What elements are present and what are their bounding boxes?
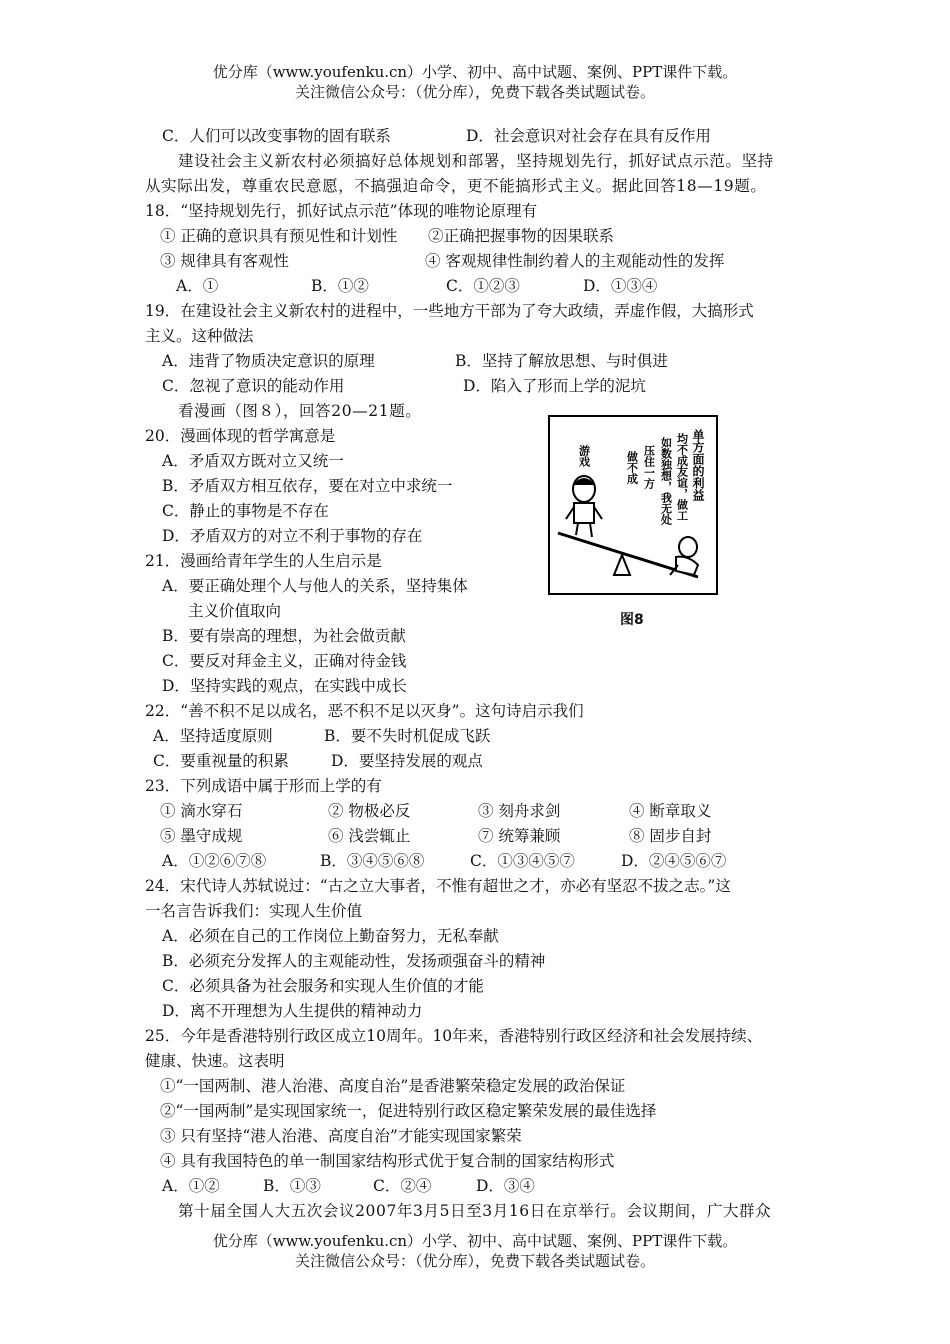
q17-option-c: C．人们可以改变事物的固有联系 — [162, 127, 391, 145]
q23-item-5: ⑤ 墨守成规 — [160, 827, 243, 845]
q22-option-c: C．要重视量的积累 — [153, 752, 289, 770]
q19-option-b: B．坚持了解放思想、与时俱进 — [455, 352, 668, 370]
q25-statement-1: ①“一国两制、港人治港、高度自治”是香港繁荣稳定发展的政治保证 — [160, 1077, 626, 1095]
cartoon-text-3: 如数独想，我无处 — [659, 437, 673, 525]
q23-item-2: ② 物极必反 — [328, 802, 411, 820]
q20-stem: 20．漫画体现的哲学寓意是 — [145, 427, 336, 445]
q19-stem-line-2: 主义。这种做法 — [145, 327, 254, 345]
q25-statement-4: ④ 具有我国特色的单一制国家结构形式优于复合制的国家结构形式 — [160, 1152, 615, 1170]
cartoon-text-4: 压住一方 — [642, 445, 656, 489]
q24-stem-line-1: 24．宋代诗人苏轼说过：“古之立大事者，不惟有超世之才，亦必有坚忍不拔之志。”这 — [145, 877, 731, 895]
q23-item-3: ③ 刻舟求剑 — [478, 802, 561, 820]
q25-stem-line-1: 25．今年是香港特别行政区成立10周年。10年来，香港特别行政区经济和社会发展持续、 — [145, 1027, 763, 1045]
q23-item-4: ④ 断章取义 — [629, 802, 712, 820]
q18-option-b: B．①② — [311, 277, 369, 295]
q24-option-b: B．必须充分发挥人的主观能动性，发扬顽强奋斗的精神 — [162, 952, 546, 970]
q25-statement-2: ②“一国两制”是实现国家统一，促进特别行政区稳定繁荣发展的最佳选择 — [160, 1102, 657, 1120]
q21-option-c: C．要反对拜金主义，正确对待金钱 — [162, 652, 407, 670]
q18-statement-2: ②正确把握事物的因果联系 — [428, 227, 615, 245]
cartoon-caption: 图8 — [620, 612, 644, 628]
q22-stem: 22．“善不积不足以成名，恶不积不足以灭身”。这句诗启示我们 — [145, 702, 584, 720]
q22-option-a: A．坚持适度原则 — [153, 727, 273, 745]
q19-stem-line-1: 19．在建设社会主义新农村的进程中，一些地方干部为了夸大政绩，弄虚作假，大搞形式 — [145, 302, 754, 320]
q23-stem: 23．下列成语中属于形而上学的有 — [145, 777, 382, 795]
q21-option-d: D．坚持实践的观点，在实践中成长 — [162, 677, 407, 695]
q18-stem: 18．“坚持规划先行，抓好试点示范”体现的唯物论原理有 — [145, 202, 538, 220]
q20-option-a: A．矛盾双方既对立又统一 — [162, 452, 344, 470]
q19-option-a: A．违背了物质决定意识的原理 — [162, 352, 375, 370]
q23-option-d: D．②④⑤⑥⑦ — [621, 852, 727, 870]
q25-option-a: A．①② — [162, 1177, 220, 1195]
q23-option-c: C．①③④⑤⑦ — [470, 852, 575, 870]
intro-18-19-line-1: 建设社会主义新农村必须搞好总体规划和部署，坚持规划先行，抓好试点示范。坚持 — [178, 152, 774, 170]
q18-statement-1: ① 正确的意识具有预见性和计划性 — [160, 227, 398, 245]
q23-item-7: ⑦ 统筹兼顾 — [478, 827, 561, 845]
cartoon-text-5: 做不成 — [625, 451, 639, 484]
intro-next-section: 第十届全国人大五次会议2007年3月5日至3月16日在京举行。会议期间，广大群众 — [178, 1202, 772, 1220]
q25-option-c: C．②④ — [373, 1177, 432, 1195]
cartoon-figure-8 — [548, 415, 718, 595]
q23-option-b: B．③④⑤⑥⑧ — [320, 852, 425, 870]
q18-statement-4: ④ 客观规律性制约着人的主观能动性的发挥 — [425, 252, 725, 270]
q24-stem-line-2: 一名言告诉我们：实现人生价值 — [145, 902, 363, 920]
cartoon-text-6: 游戏 — [577, 445, 591, 467]
q24-option-a: A．必须在自己的工作岗位上勤奋努力，无私奉献 — [162, 927, 499, 945]
footer-line-1: 优分库（www.youfenku.cn）小学、初中、高中试题、案例、PPT课件下载。 — [212, 1232, 738, 1250]
intro-18-19-line-2: 从实际出发，尊重农民意愿，不搞强迫命令，更不能搞形式主义。据此回答18—19题。 — [145, 177, 767, 195]
q21-stem: 21．漫画给青年学生的人生启示是 — [145, 552, 382, 570]
q19-option-c: C．忽视了意识的能动作用 — [162, 377, 345, 395]
intro-20-21: 看漫画（图８），回答20—21题。 — [178, 402, 422, 420]
q25-option-d: D．③④ — [476, 1177, 535, 1195]
q20-option-b: B．矛盾双方相互依存，要在对立中求统一 — [162, 477, 453, 495]
q22-option-d: D．要坚持发展的观点 — [331, 752, 483, 770]
q25-stem-line-2: 健康、快速。这表明 — [145, 1052, 285, 1070]
q23-item-8: ⑧ 固步自封 — [629, 827, 712, 845]
q17-option-d: D．社会意识对社会存在具有反作用 — [466, 127, 711, 145]
header-line-1: 优分库（www.youfenku.cn）小学、初中、高中试题、案例、PPT课件下载。 — [212, 63, 738, 81]
q25-option-b: B．①③ — [263, 1177, 321, 1195]
q22-option-b: B．要不失时机促成飞跃 — [324, 727, 491, 745]
q25-statement-3: ③ 只有坚持“港人治港、高度自治”才能实现国家繁荣 — [160, 1127, 522, 1145]
q18-option-d: D．①③④ — [583, 277, 658, 295]
q21-option-a-line-2: 主义价值取向 — [188, 602, 282, 620]
q21-option-b: B．要有崇高的理想，为社会做贡献 — [162, 627, 406, 645]
cartoon-text-2: 均不成友谊，做工 — [675, 433, 689, 521]
q19-option-d: D．陷入了形而上学的泥坑 — [463, 377, 646, 395]
q24-option-d: D．离不开理想为人生提供的精神动力 — [162, 1002, 423, 1020]
q23-item-6: ⑥ 浅尝辄止 — [328, 827, 411, 845]
q18-option-a: A．① — [176, 277, 219, 295]
q23-item-1: ① 滴水穿石 — [160, 802, 243, 820]
q23-option-a: A．①②⑥⑦⑧ — [162, 852, 267, 870]
q24-option-c: C．必须具备为社会服务和实现人生价值的才能 — [162, 977, 484, 995]
q18-option-c: C．①②③ — [446, 277, 520, 295]
cartoon-text-1: 单方面的利益 — [691, 429, 705, 501]
header-line-2: 关注微信公众号：（优分库），免费下载各类试题试卷。 — [294, 83, 655, 101]
q20-option-d: D．矛盾双方的对立不利于事物的存在 — [162, 527, 423, 545]
footer-line-2: 关注微信公众号：（优分库），免费下载各类试题试卷。 — [294, 1252, 655, 1270]
q18-statement-3: ③ 规律具有客观性 — [160, 252, 289, 270]
q20-option-c: C．静止的事物是不存在 — [162, 502, 329, 520]
q21-option-a-line-1: A．要正确处理个人与他人的关系，坚持集体 — [162, 577, 468, 595]
